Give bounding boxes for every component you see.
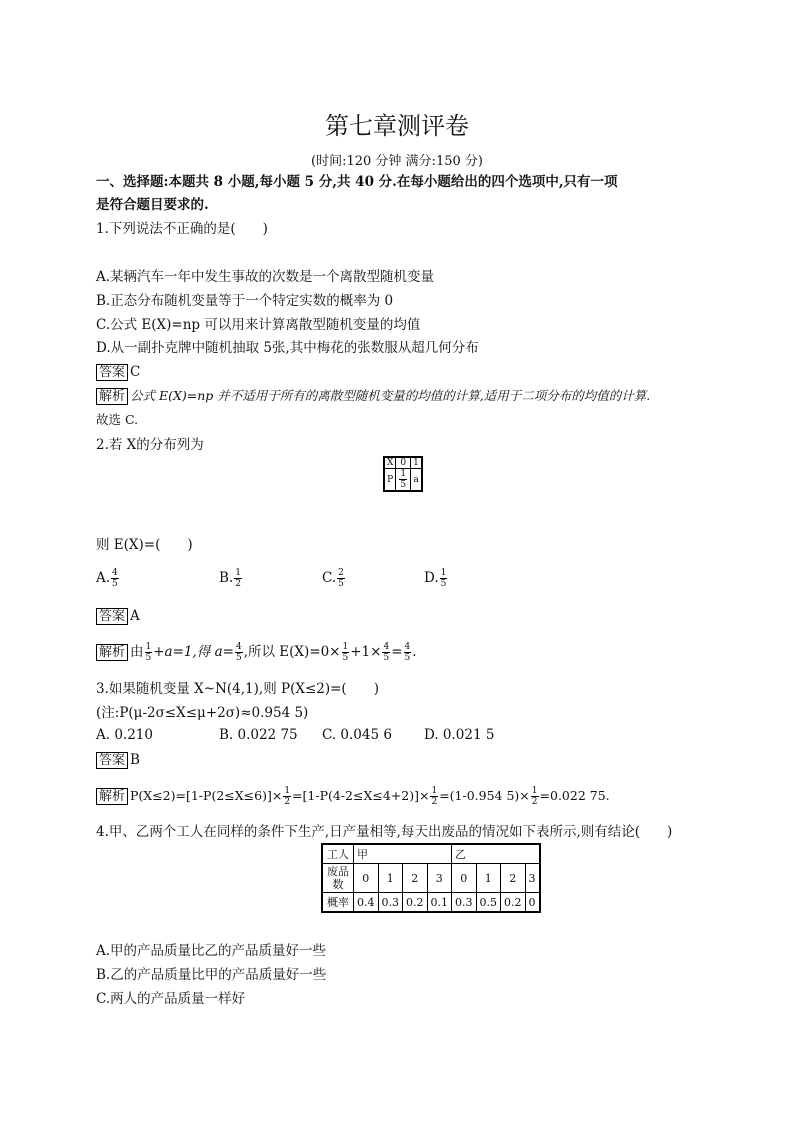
answer-label: 答案 (96, 364, 128, 381)
q3-note: (注:P(μ-2σ≤X≤μ+2σ)≈0.954 5) (96, 705, 309, 721)
q3-option-c: C. 0.045 6 (322, 727, 392, 743)
q4-table-cell: 0.3 (452, 893, 477, 913)
q4-table-cell: 0 (452, 864, 477, 893)
q1-answer-value: C (130, 364, 141, 380)
q4-table-cell: 0.5 (476, 893, 501, 913)
analysis-label: 解析 (96, 788, 128, 805)
q4-option-b: B.乙的产品质量比甲的产品质量好一些 (96, 967, 327, 983)
q4-table-cell: 2 (403, 864, 428, 893)
fraction: $\frac{1}{5}$ (342, 642, 349, 663)
q1-option-c: C.公式 E(X)=np 可以用来计算离散型随机变量的均值 (96, 317, 421, 333)
analysis-label: 解析 (96, 644, 128, 661)
q2-option-c: C. $\frac{2}{5}$ (322, 568, 344, 589)
q2-table-cell: P (384, 469, 396, 492)
analysis-label: 解析 (96, 388, 128, 405)
fraction: $\frac{1}{5}$ (440, 568, 447, 589)
q3-answer (96, 750, 140, 771)
q4-table-cell: 0.4 (354, 893, 379, 913)
q4-table-cell: 概率 (322, 893, 354, 913)
q4-table-cell: 甲 (354, 844, 452, 864)
q2-table-cell: X (384, 457, 396, 469)
q1-answer (96, 362, 140, 383)
q2-option-a: A. $\frac{4}{5}$ (96, 568, 118, 589)
section-heading-line-2: 是符合题目要求的. (96, 197, 209, 213)
q1-option-a: A.某辆汽车一年中发生事故的次数是一个离散型随机变量 (96, 269, 435, 285)
q2-distribution-table (383, 456, 423, 492)
q2-answer-value: A (130, 608, 140, 624)
q2-answer (96, 606, 140, 627)
q2-table-cell: 1 (411, 457, 422, 469)
q1-analysis-line-2: 故选 C. (96, 412, 139, 427)
fraction: $\frac{4}{5}$ (404, 642, 411, 663)
q2-table-cell: 0 (396, 457, 411, 469)
q2-analysis: 解析 由 $\frac{1}{5}$ +a=1,得 a= $\frac{4}{5}$ ,所以 E(X)=0× $\frac{1}{5}$ +1× $\frac{4}{5}$ = $\frac{4}{5}$ . (96, 642, 417, 663)
q4-table-cell: 0.1 (427, 893, 452, 913)
q1-analysis (96, 386, 650, 407)
fraction: $\frac{1}{5}$ (145, 642, 152, 663)
q3-analysis: 解析 P(X≤2)=[1-P(2≤X≤6)]× $\frac{1}{2}$ =[1-P(4-2≤X≤4+2)]× $\frac{1}{2}$ =(1-0.954 5)× $\frac{1}{2}$ =0.022 75. (96, 786, 610, 807)
q4-table-cell: 1 (476, 864, 501, 893)
q4-table-cell: 2 (501, 864, 526, 893)
q4-table-cell: 乙 (452, 844, 540, 864)
q4-table-cell: 废品数 (322, 864, 354, 893)
fraction: $\frac{4}{5}$ (112, 568, 118, 589)
q4-table-cell: 工人 (322, 844, 354, 864)
q4-option-c: C.两人的产品质量一样好 (96, 991, 246, 1007)
q2-table-cell: a (411, 469, 422, 492)
q1-analysis-line-1: 公式 E(X)=np 并不适用于所有的离散型随机变量的均值的计算,适用于二项分布的均值的计算. (130, 388, 651, 403)
q4-table-cell: 0.2 (501, 893, 526, 913)
fraction: $\frac{1}{5}$ (400, 469, 407, 490)
q4-table-cell: 0 (354, 864, 379, 893)
q2-option-b: B. $\frac{1}{2}$ (219, 568, 241, 589)
answer-label: 答案 (96, 752, 128, 769)
q4-table-cell: 0.2 (403, 893, 428, 913)
q3-option-d: D. 0.021 5 (424, 727, 495, 743)
q3-answer-value: B (130, 752, 140, 768)
q1-option-d: D.从一副扑克牌中随机抽取 5张,其中梅花的张数服从超几何分布 (96, 340, 479, 356)
q2-option-d: D. $\frac{1}{5}$ (424, 568, 447, 589)
q1-stem: 1.下列说法不正确的是( ) (96, 221, 268, 237)
section-heading-line-1: 一、选择题:本题共 8 小题,每小题 5 分,共 40 分.在每小题给出的四个选项中,只有一项 (96, 174, 618, 190)
q2-table-cell (396, 469, 411, 492)
q4-table-cell: 0.3 (378, 893, 403, 913)
page-subtitle: (时间:120 分钟 满分:150 分) (311, 154, 483, 169)
q3-option-b: B. 0.022 75 (219, 727, 298, 743)
q4-table-cell: 1 (378, 864, 403, 893)
q2-stem: 2.若 X的分布列为 (96, 437, 204, 453)
q2-ask: 则 E(X)=( ) (96, 537, 193, 553)
q4-table-cell: 3 (525, 864, 540, 893)
answer-label: 答案 (96, 608, 128, 625)
q4-table-cell: 3 (427, 864, 452, 893)
q4-table-cell: 0 (525, 893, 540, 913)
q4-stem: 4.甲、乙两个工人在同样的条件下生产,日产量相等,每天出废品的情况如下表所示,则有结论( ) (96, 824, 673, 840)
q3-option-a: A. 0.210 (96, 727, 153, 743)
fraction: $\frac{1}{2}$ (431, 786, 438, 807)
fraction: $\frac{1}{2}$ (235, 568, 241, 589)
fraction: $\frac{1}{2}$ (284, 786, 291, 807)
fraction: $\frac{4}{5}$ (383, 642, 390, 663)
fraction: $\frac{4}{5}$ (235, 642, 242, 663)
fraction: $\frac{2}{5}$ (338, 568, 344, 589)
q4-defect-table (321, 843, 541, 913)
page-title: 第七章测评卷 (325, 112, 469, 140)
q3-stem: 3.如果随机变量 X~N(4,1),则 P(X≤2)=( ) (96, 681, 379, 697)
fraction: $\frac{1}{2}$ (531, 786, 538, 807)
q1-option-b: B.正态分布随机变量等于一个特定实数的概率为 0 (96, 293, 394, 309)
q4-option-a: A.甲的产品质量比乙的产品质量好一些 (96, 943, 327, 959)
